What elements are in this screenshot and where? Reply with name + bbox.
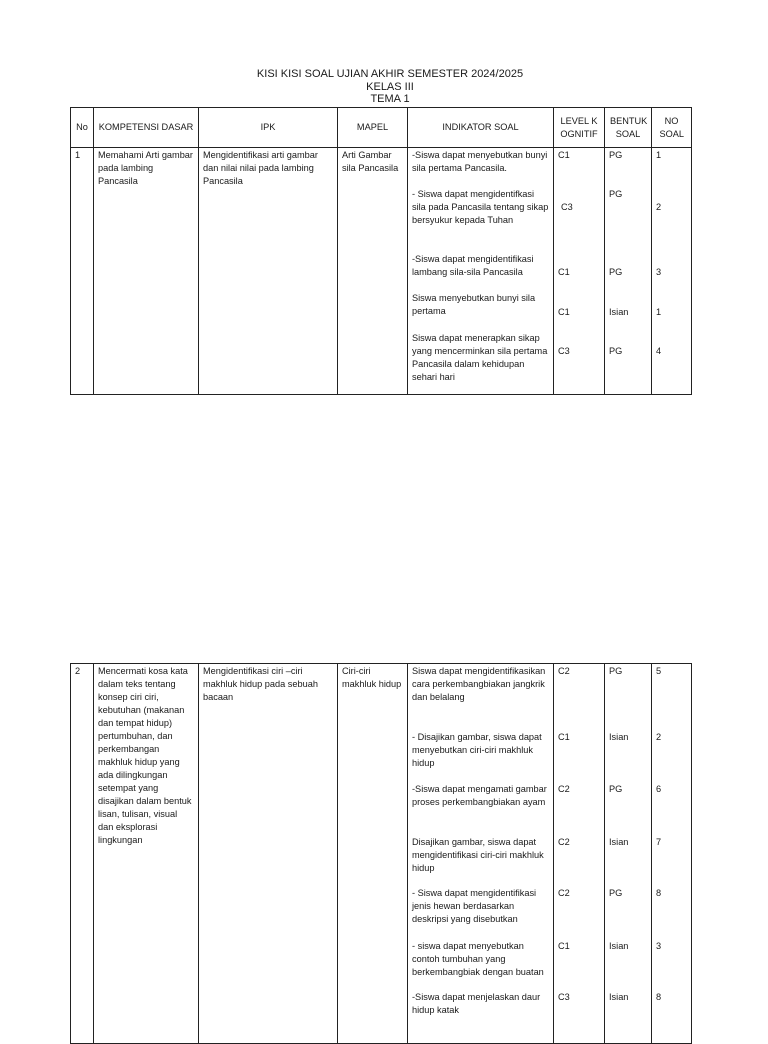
level-item: C2: [558, 666, 570, 676]
nosoal-item: 1: [656, 307, 662, 317]
level-item: C1: [558, 267, 570, 277]
row-no-soal: [652, 664, 692, 1044]
row-no-soal: [652, 148, 692, 395]
level-item: C2: [558, 888, 570, 898]
nosoal-item: 2: [656, 202, 662, 212]
bentuk-item: Isian: [609, 732, 629, 742]
indikator-item: -Siswa dapat mengamati gambar proses perkembangbiakan ayam: [412, 784, 547, 807]
header-indikator-soal: INDIKATOR SOAL: [408, 108, 554, 148]
bentuk-item: PG: [609, 346, 623, 356]
row-ipk: Mengidentifikasi ciri –ciri makhluk hidup pada sebuah bacaan: [199, 664, 338, 1044]
level-item: C3: [558, 346, 570, 356]
kisi-table-1: [70, 107, 692, 395]
level-item: C3: [561, 202, 573, 212]
bentuk-item: Isian: [609, 941, 629, 951]
bentuk-item: PG: [609, 666, 623, 676]
level-item: C1: [558, 150, 570, 160]
row-level-kognitif: [554, 148, 605, 395]
table-header-row: [71, 108, 692, 148]
indikator-item: -Siswa dapat menyebutkan bunyi sila pertama Pancasila.: [412, 150, 548, 173]
row-bentuk-soal: [605, 148, 652, 395]
document-title: [0, 68, 768, 106]
bentuk-item: Isian: [609, 992, 629, 1002]
nosoal-item: 7: [656, 837, 662, 847]
row-indikator-soal: [408, 148, 554, 395]
header-no: No: [71, 108, 94, 148]
level-item: C2: [558, 784, 570, 794]
nosoal-item: 3: [656, 267, 662, 277]
header-bentuk-soal: [605, 108, 652, 148]
bentuk-item: PG: [609, 784, 623, 794]
indikator-item: - Siswa dapat mengidentifkasi sila pada Pancasila tentang sikap bersyukur kepada Tuhan: [412, 189, 549, 225]
nosoal-item: 8: [656, 888, 662, 898]
nosoal-item: 4: [656, 346, 662, 356]
row-indikator-soal: [408, 664, 554, 1044]
row-bentuk-soal: [605, 664, 652, 1044]
header-level-kognitif: [554, 108, 605, 148]
bentuk-item: Isian: [609, 837, 629, 847]
nosoal-item: 2: [656, 732, 662, 742]
kisi-table-2: [70, 663, 692, 1044]
nosoal-item: 3: [656, 941, 662, 951]
row-mapel: Ciri-ciri makhluk hidup: [338, 664, 408, 1044]
bentuk-item: Isian: [609, 307, 629, 317]
indikator-item: - Siswa dapat mengidentifikasi jenis hewan berdasarkan deskripsi yang disebutkan: [412, 888, 537, 924]
title-line-2: KELAS III: [366, 80, 414, 93]
row-ipk: Mengidentifikasi arti gambar dan nilai nilai pada lambing Pancasila: [199, 148, 338, 395]
indikator-item: -Siswa dapat mengidentifikasi lambang sila-sila Pancasila: [412, 254, 534, 277]
row-no: 2: [71, 664, 94, 1044]
nosoal-item: 8: [656, 992, 662, 1002]
bentuk-item: PG: [609, 888, 623, 898]
nosoal-item: 1: [656, 150, 662, 160]
header-ipk: IPK: [199, 108, 338, 148]
header-bentuk-soal-label: BENTUK SOAL: [610, 115, 648, 139]
row-level-kognitif: [554, 664, 605, 1044]
nosoal-item: 5: [656, 666, 662, 676]
row-kompetensi-dasar: Mencermati kosa kata dalam teks tentang konsep ciri ciri, kebutuhan (makanan dan tempat hidup) pertumbuhan, dan perkembangan makhluk hidup yang ada dilingkungan setempat yang disajikan dalam bentuk lisan, tulisan, visual dan eksplorasi lingkungan: [94, 664, 199, 1044]
header-mapel: MAPEL: [338, 108, 408, 148]
title-line-1: KISI KISI SOAL UJIAN AKHIR SEMESTER 2024/2025: [256, 68, 524, 80]
table-row: [71, 148, 692, 395]
row-kompetensi-dasar: Memahami Arti gambar pada lambing Pancasila: [94, 148, 199, 395]
indikator-item: Siswa dapat menerapkan sikap yang mencerminkan sila pertama Pancasila dalam kehidupan sehari hari: [412, 333, 548, 382]
nosoal-item: 6: [656, 784, 662, 794]
level-item: C2: [558, 837, 570, 847]
indikator-item: -Siswa dapat menjelaskan daur hidup katak: [412, 992, 541, 1015]
header-no-soal-label: NO SOAL: [659, 115, 685, 139]
level-item: C3: [558, 992, 570, 1002]
header-level-kognitif-label: LEVEL KOGNITIF: [560, 115, 598, 139]
level-item: C1: [558, 307, 570, 317]
title-line-3: TEMA 1: [370, 93, 410, 105]
row-no: 1: [71, 148, 94, 395]
bentuk-item: PG: [609, 189, 623, 199]
indikator-item: - siswa dapat menyebutkan contoh tumbuhan yang berkembangbiak dengan buatan: [412, 941, 544, 977]
level-item: C1: [558, 732, 570, 742]
indikator-item: - Disajikan gambar, siswa dapat menyebutkan ciri-ciri makhluk hidup: [412, 732, 542, 768]
bentuk-item: PG: [609, 150, 623, 160]
row-mapel: Arti Gambar sila Pancasila: [338, 148, 408, 395]
table-row: [71, 664, 692, 1044]
indikator-item: Siswa menyebutkan bunyi sila pertama: [412, 293, 536, 316]
bentuk-item: PG: [609, 267, 623, 277]
header-no-soal: [652, 108, 692, 148]
level-item: C1: [558, 941, 570, 951]
indikator-item: Siswa dapat mengidentifikasikan cara perkembangbiakan jangkrik dan belalang: [412, 666, 546, 702]
indikator-item: Disajikan gambar, siswa dapat mengidentifikasi ciri-ciri makhluk hidup: [412, 837, 544, 873]
header-kompetensi-dasar: KOMPETENSI DASAR: [94, 108, 199, 148]
